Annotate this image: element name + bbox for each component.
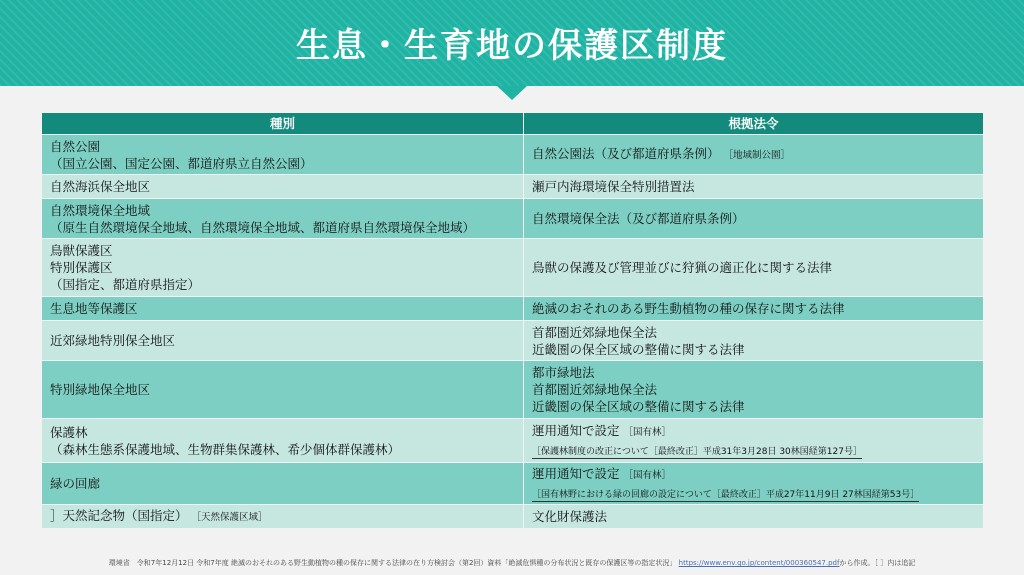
type-cell — [42, 505, 524, 529]
table-row — [42, 463, 984, 505]
source-footer — [0, 558, 1024, 568]
type-line: 特別保護区 — [50, 260, 113, 275]
law-text: 自然環境保全法（及び都道府県条例） — [532, 211, 745, 226]
type-line: 鳥獣保護区 — [50, 243, 113, 258]
law-line: 近畿圏の保全区域の整備に関する法律 — [532, 341, 745, 357]
type-line: 自然公園 — [50, 138, 101, 154]
type-cell — [42, 135, 524, 175]
page-title: 生息・生育地の保護区制度 — [296, 26, 728, 66]
column-header-type: 種別 — [42, 113, 524, 135]
law-cell — [524, 239, 984, 297]
footer-suffix: から作成。［ ］内は追記 — [839, 559, 916, 567]
type-cell — [42, 239, 524, 297]
table-row — [42, 361, 984, 419]
type-cell — [42, 361, 524, 419]
law-cell — [524, 419, 984, 463]
table-row — [42, 297, 984, 321]
type-line: 保護林 — [50, 424, 88, 440]
type-line: （国指定、都道府県指定） — [50, 277, 201, 292]
type-cell — [42, 419, 524, 463]
law-reference: ［国有林野における緑の回廊の設定について［最終改正］平成27年11月9日 27林国経第53号］ — [532, 490, 920, 500]
type-cell — [42, 175, 524, 199]
law-cell — [524, 321, 984, 361]
law-note: ［地域制公園］ — [723, 150, 791, 161]
law-text: 自然公園法（及び都道府県条例） — [532, 146, 720, 161]
type-line: 自然環境保全地域 — [50, 202, 151, 218]
law-line: 都市緑地法 — [532, 365, 595, 380]
table-row — [42, 419, 984, 463]
law-cell — [524, 199, 984, 239]
type-line: 生息地等保護区 — [50, 301, 138, 316]
type-line: 特別緑地保全地区 — [50, 382, 151, 397]
protected-area-table — [41, 112, 984, 529]
type-line: 自然海浜保全地区 — [50, 179, 151, 194]
type-cell — [42, 297, 524, 321]
law-cell — [524, 297, 984, 321]
type-note: ［天然保護区域］ — [191, 512, 268, 523]
law-text: 鳥獣の保護及び管理並びに狩猟の適正化に関する法律 — [532, 260, 833, 275]
law-text: 文化財保護法 — [532, 509, 608, 524]
law-reference: ［保護林制度の改正について［最終改正］平成31年3月28日 30林国経第127号］ — [532, 447, 862, 457]
table-row — [42, 239, 984, 297]
type-cell — [42, 463, 524, 505]
law-line: 近畿圏の保全区域の整備に関する法律 — [532, 399, 745, 414]
law-cell — [524, 361, 984, 419]
law-note: ［国有林］ — [623, 470, 672, 481]
table-row — [42, 199, 984, 239]
law-cell — [524, 463, 984, 505]
law-text: 瀬戸内海環境保全特別措置法 — [532, 179, 695, 194]
column-header-law: 根拠法令 — [524, 113, 984, 135]
type-line: ］天然記念物（国指定） — [50, 508, 188, 523]
law-text: 絶滅のおそれのある野生動植物の種の保存に関する法律 — [532, 301, 845, 316]
type-cell — [42, 199, 524, 239]
table-row — [42, 175, 984, 199]
table-row — [42, 505, 984, 529]
type-line: （原生自然環境保全地域、自然環境保全地域、都道府県自然環境保全地域） — [50, 219, 476, 235]
type-line: 緑の回廊 — [50, 476, 101, 491]
law-cell — [524, 135, 984, 175]
law-line: 首都圏近郊緑地保全法 — [532, 324, 658, 340]
type-line: 近郊緑地特別保全地区 — [50, 333, 176, 348]
type-line: （国立公園、国定公園、都道府県立自然公園） — [50, 155, 313, 171]
law-line: 首都圏近郊緑地保全法 — [532, 382, 658, 397]
table-row — [42, 135, 984, 175]
law-cell — [524, 175, 984, 199]
law-cell — [524, 505, 984, 529]
law-text: 運用通知で設定 — [532, 466, 620, 481]
footer-text: 環境省 令和7年12月12日 令和7年度 絶滅のおそれのある野生動植物の種の保存に関する法律の在り方検討会（第2回）資料「絶滅危惧種の分布状況と既存の保護区等の指定状況」 — [108, 559, 677, 567]
type-line: （森林生態系保護地域、生物群集保護林、希少個体群保護林） — [50, 441, 401, 457]
type-cell — [42, 321, 524, 361]
source-link[interactable]: https://www.env.go.jp/content/000360547.pdf — [678, 559, 840, 567]
law-note: ［国有林］ — [623, 427, 672, 438]
table-row — [42, 321, 984, 361]
law-text: 運用通知で設定 — [532, 423, 620, 438]
